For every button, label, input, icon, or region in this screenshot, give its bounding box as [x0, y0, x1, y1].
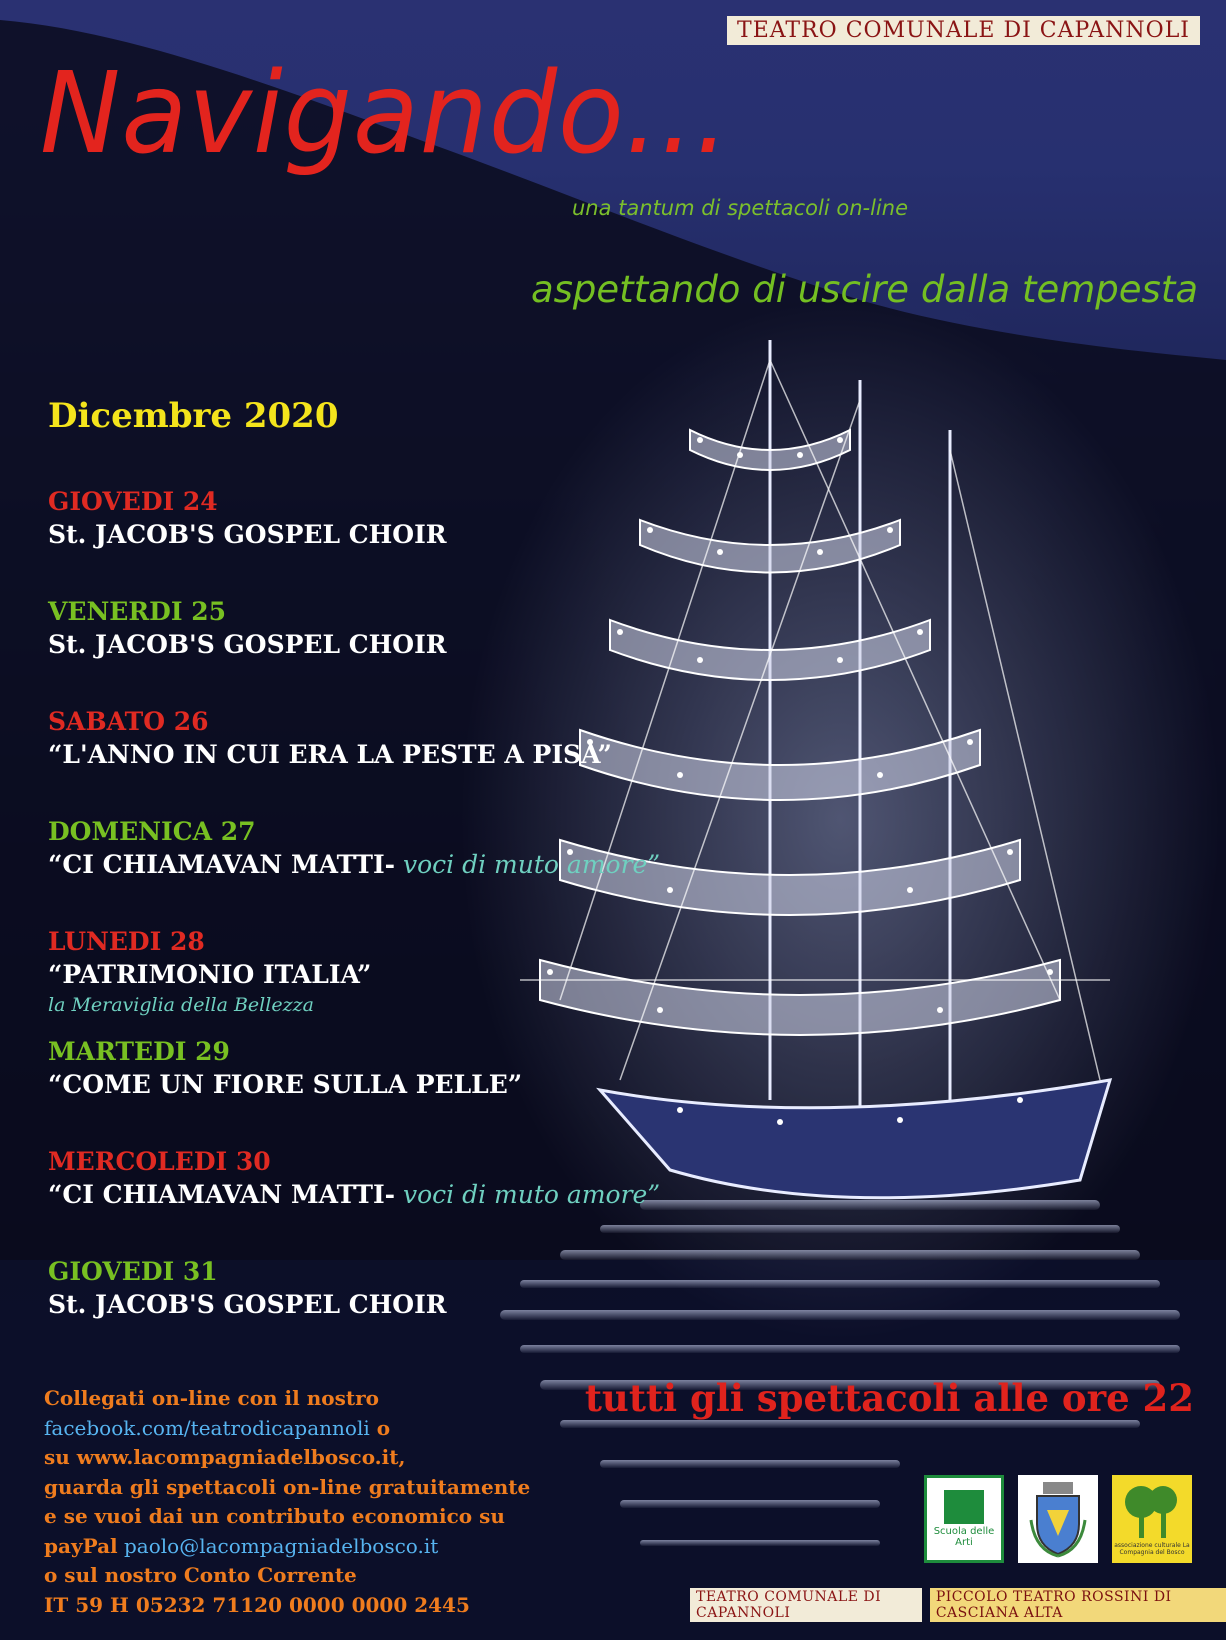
theatre-badge: TEATRO COMUNALE DI CAPANNOLI	[727, 16, 1200, 45]
iban: IT 59 H 05232 71120 0000 0000 2445	[44, 1592, 470, 1617]
crest-icon	[1027, 1480, 1089, 1558]
event-item	[48, 816, 688, 926]
compagnia-bosco-label: associazione culturale La Compagnia del Bosco	[1114, 1542, 1190, 1556]
footer-or: o	[369, 1415, 391, 1440]
event-day: GIOVEDI 24	[48, 487, 218, 516]
event-list	[48, 486, 688, 1366]
event-day: SABATO 26	[48, 707, 209, 736]
event-show-title: “CI CHIAMAVAN MATTI-	[48, 850, 396, 879]
tagline: una tantum di spettacoli on-line	[572, 196, 908, 220]
scuola-arti-label: Scuola delle Arti	[933, 1526, 995, 1548]
event-day: MARTEDI 29	[48, 1037, 230, 1066]
event-show	[48, 1178, 688, 1212]
footer-line	[44, 1414, 530, 1444]
footer-line: su www.lacompagniadelbosco.it,	[44, 1445, 406, 1469]
event-day: VENERDI 25	[48, 597, 227, 626]
facebook-link[interactable]: facebook.com/teatrodicapannoli	[44, 1415, 370, 1440]
municipal-crest-logo	[1018, 1475, 1098, 1563]
event-day: LUNEDI 28	[48, 927, 205, 956]
month-heading: Dicembre 2020	[48, 396, 339, 436]
event-item	[48, 596, 688, 706]
event-item	[48, 486, 688, 596]
event-day: MERCOLEDI 30	[48, 1147, 271, 1176]
event-show-subtitle: voci di muto amore”	[395, 850, 661, 879]
event-show-subtitle: voci di muto amore”	[395, 1180, 661, 1209]
event-show: “COME UN FIORE SULLA PELLE”	[48, 1070, 523, 1099]
event-item	[48, 706, 688, 816]
event-show-title: “CI CHIAMAVAN MATTI-	[48, 1180, 396, 1209]
footer-info	[44, 1384, 530, 1620]
event-show: St. JACOB'S GOSPEL CHOIR	[48, 1290, 447, 1319]
venue-badge: PICCOLO TEATRO ROSSINI DI CASCIANA ALTA	[930, 1588, 1226, 1622]
venue-badge: TEATRO COMUNALE DI CAPANNOLI	[690, 1588, 922, 1622]
poster-title: Navigando...	[40, 49, 731, 179]
showtime-note: tutti gli spettacoli alle ore 22	[584, 1376, 1194, 1420]
event-item	[48, 1146, 688, 1256]
event-show: St. JACOB'S GOSPEL CHOIR	[48, 630, 447, 659]
paypal-label: payPal	[44, 1533, 118, 1558]
event-day: GIOVEDI 31	[48, 1257, 218, 1286]
event-note: la Meraviglia della Bellezza	[48, 994, 314, 1016]
venue-badges	[690, 1588, 1226, 1622]
scuola-arti-logo	[924, 1475, 1004, 1563]
subtitle: aspettando di uscire dalla tempesta	[530, 268, 1198, 311]
footer-line: guarda gli spettacoli on-line gratuitamente	[44, 1474, 531, 1499]
footer-line	[44, 1532, 530, 1562]
event-show: “L'ANNO IN CUI ERA LA PESTE A PISA”	[48, 740, 612, 769]
event-item	[48, 926, 688, 1036]
event-show: “PATRIMONIO ITALIA”	[48, 960, 372, 989]
footer-line: Collegati on-line con il nostro	[44, 1386, 379, 1410]
tree-icon	[1119, 1482, 1185, 1542]
leaf-icon	[944, 1490, 984, 1524]
compagnia-bosco-logo	[1112, 1475, 1192, 1563]
event-item	[48, 1036, 688, 1146]
sponsor-logos	[924, 1475, 1192, 1563]
footer-line: o sul nostro Conto Corrente	[44, 1563, 357, 1587]
event-show: St. JACOB'S GOSPEL CHOIR	[48, 520, 447, 549]
event-day: DOMENICA 27	[48, 817, 256, 846]
event-item	[48, 1256, 688, 1366]
event-show	[48, 848, 688, 882]
footer-line: e se vuoi dai un contributo economico su	[44, 1504, 505, 1528]
paypal-email[interactable]: paolo@lacompagniadelbosco.it	[117, 1533, 439, 1558]
